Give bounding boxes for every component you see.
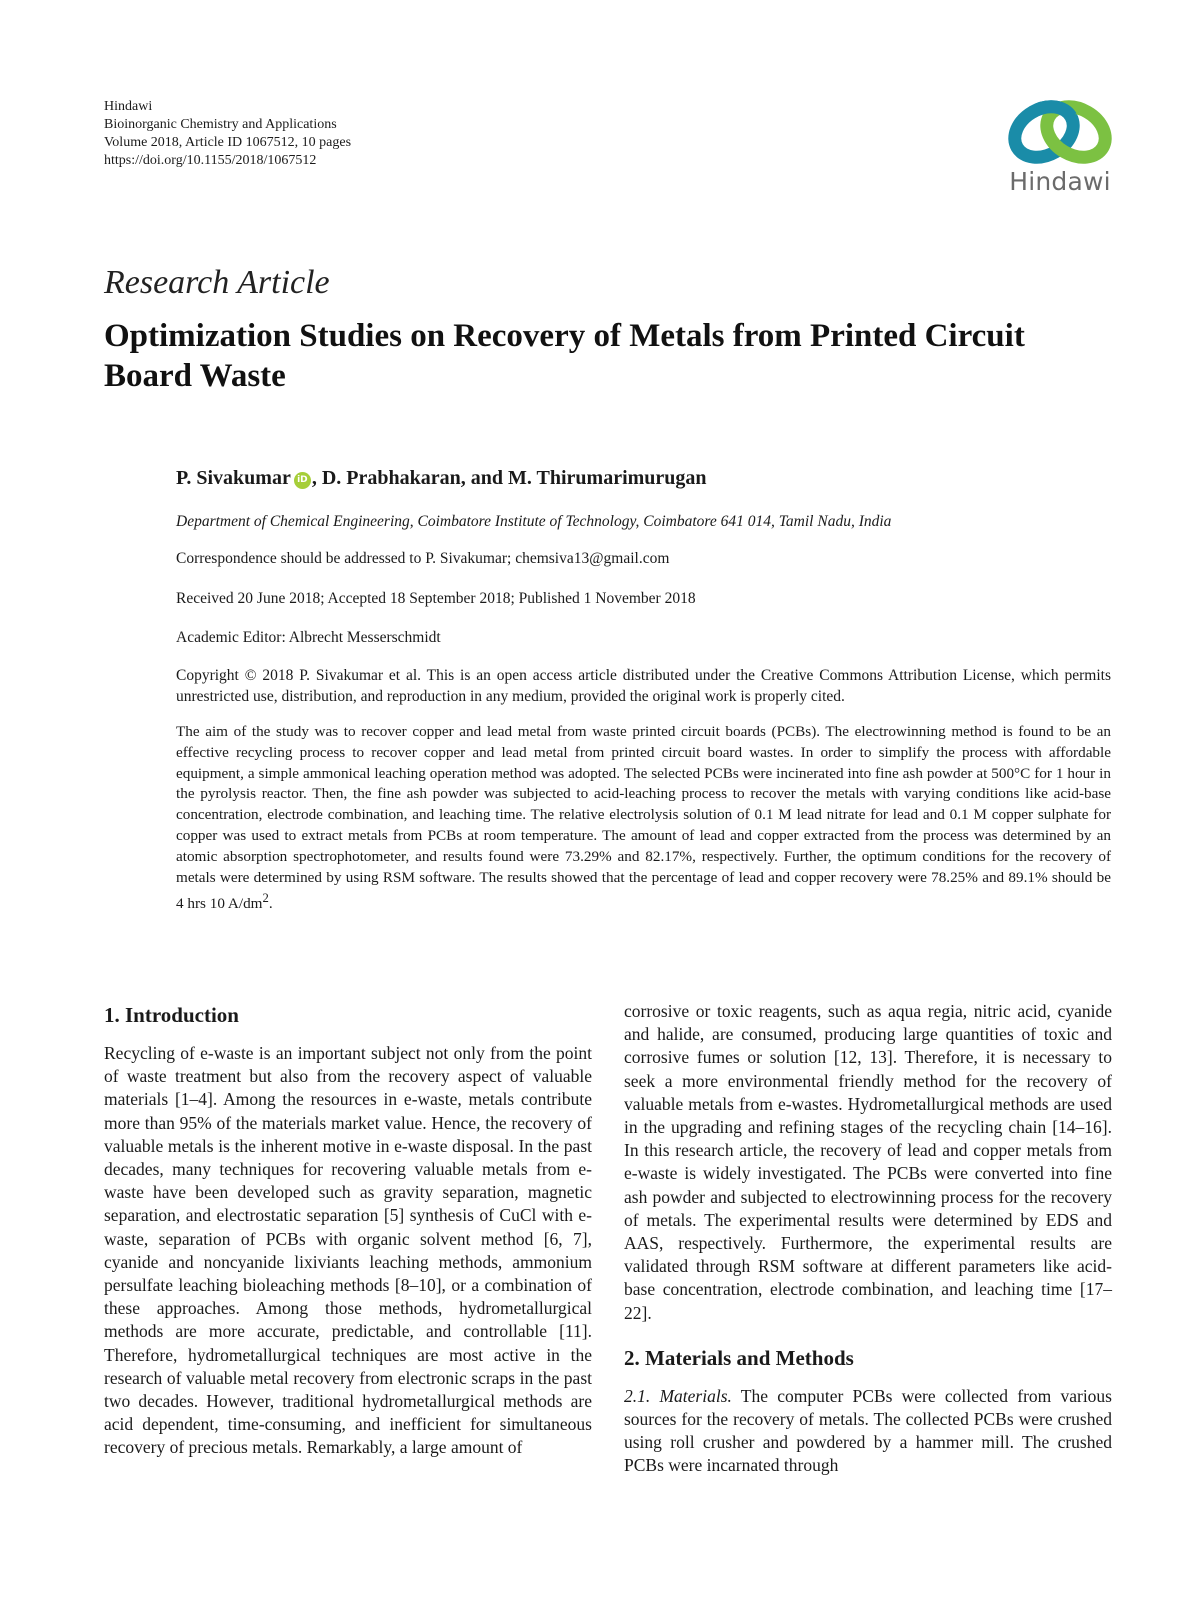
column-right bbox=[624, 1000, 1112, 1478]
orcid-icon[interactable]: iD bbox=[294, 472, 311, 489]
materials-paragraph bbox=[624, 1385, 1112, 1478]
doi-link[interactable]: https://doi.org/10.1155/2018/1067512 bbox=[104, 153, 317, 168]
hindawi-logo bbox=[1000, 96, 1120, 206]
journal-meta bbox=[104, 98, 351, 170]
journal-name: Bioinorganic Chemistry and Applications bbox=[104, 117, 337, 132]
abstract bbox=[176, 722, 1111, 915]
methods-heading: 2. Materials and Methods bbox=[624, 1345, 854, 1370]
logo-text: Hindawi bbox=[1009, 167, 1111, 196]
materials-subtitle: 2.1. Materials. bbox=[624, 1385, 732, 1406]
volume-info: Volume 2018, Article ID 1067512, 10 pages bbox=[104, 135, 352, 150]
author-rest: , D. Prabhakaran, and M. Thirumarimurugan bbox=[311, 467, 707, 489]
article-type: Research Article bbox=[104, 264, 330, 301]
introduction-paragraph: Recycling of e-waste is an important subject not only from the point of waste treatment but also from the recovery aspect of valuable materials [1–4]. Among the resources in e-waste, metals contribute more than 95% of the materials market value. Hence, the recovery of valuable metals is the inherent motive in e-waste disposal. In the past decades, many techniques for recovering valuable metals from e-waste have been developed such as gravity separation, magnetic separation, and electrostatic separation [5] synthesis of CuCl with e-waste, separation of PCBs with organic solvent method [6, 7], cyanide and noncyanide lixiviants leaching methods, ammonium persulfate leaching bioleaching methods [8–10], or a combination of these approaches. Among those methods, hydrometallurgical methods are more accurate, predictable, and controllable [11]. Therefore, hydrometallurgical techniques are most active in the research of valuable metal recovery from electronic scraps in the past two decades. However, traditional hydrometallurgical methods are acid dependent, time-consuming, and inefficient for simultaneous recovery of precious metals. Remarkably, a large amount of bbox=[104, 1043, 592, 1458]
abstract-end: . bbox=[268, 895, 273, 913]
academic-editor: Academic Editor: Albrecht Messerschmidt bbox=[176, 629, 441, 646]
introduction-continued: corrosive or toxic reagents, such as aqua regia, nitric acid, cyanide and halide, are consumed, producing large quantities of toxic and corrosive fumes or solution [12, 13]. Therefore, it is necessary to seek a more environmental friendly method for the recovery of valuable metals from e-wastes. Hydrometallurgical methods are used in the upgrading and refining stages of the recycling chain [14–16]. In this research article, the recovery of lead and copper metals from e-waste is widely investigated. The PCBs were converted into fine ash powder and subjected to electrowinning process for the recovery of metals. The experimental results were determined by EDS and AAS, respectively. Furthermore, the experimental results are validated through RSM software at different parameters like acid-base concentration, electrode combination, and leaching time [17–22]. bbox=[624, 1001, 1112, 1323]
article-title: Optimization Studies on Recovery of Metals from Printed Circuit Board Waste bbox=[104, 318, 1025, 394]
abstract-text: The aim of the study was to recover copper and lead metal from waste printed circuit boards (PCBs). The electrowinning method is found to be an effective recycling process to recover copper and lead metal from printed circuit board wastes. In order to simplify the process with affordable equipment, a simple ammonical leaching operation method was adopted. The selected PCBs were incinerated into fine ash powder at 500°C for 1 hour in the pyrolysis reactor. Then, the fine ash powder was subjected to acid-leaching process to recover the metals with varying conditions like acid-base concentration, electrode combination, and leaching time. The relative electrolysis solution of 0.1 M lead nitrate for lead and 0.1 M copper sulphate for copper was used to extract metals from PCBs at room temperature. The amount of lead and copper extracted from the process was determined by an atomic absorption spectrophotometer, and results found were 73.29% and 82.17%, respectively. Further, the optimum conditions for the recovery of metals were determined by using RSM software. The results showed that the percentage of lead and copper recovery were 78.25% and 89.1% should be 4 hrs 10 A/dm bbox=[176, 723, 1111, 913]
materials-text: The computer PCBs were collected from various sources for the recovery of metals. The collected PCBs were crushed using roll crusher and powdered by a hammer mill. The crushed PCBs were incarnated through bbox=[624, 1385, 1112, 1476]
copyright-notice: Copyright © 2018 P. Sivakumar et al. This is an open access article distributed under the Creative Commons Attribution License, which permits unrestricted use, distribution, and reproduction in any medium, provided the original work is properly cited. bbox=[176, 667, 1111, 705]
author-first[interactable]: P. Sivakumar bbox=[176, 467, 291, 489]
publisher-name: Hindawi bbox=[104, 99, 153, 114]
introduction-heading: 1. Introduction bbox=[104, 1003, 239, 1027]
hindawi-logo-icon bbox=[1008, 96, 1112, 168]
author-list bbox=[176, 467, 707, 490]
column-left bbox=[104, 1002, 592, 1460]
publication-dates: Received 20 June 2018; Accepted 18 September 2018; Published 1 November 2018 bbox=[176, 590, 696, 607]
abstract-superscript: 2 bbox=[262, 891, 269, 906]
affiliation: Department of Chemical Engineering, Coimbatore Institute of Technology, Coimbatore 641 014, Tamil Nadu, India bbox=[176, 513, 892, 530]
correspondence: Correspondence should be addressed to P. Sivakumar; chemsiva13@gmail.com bbox=[176, 550, 670, 567]
